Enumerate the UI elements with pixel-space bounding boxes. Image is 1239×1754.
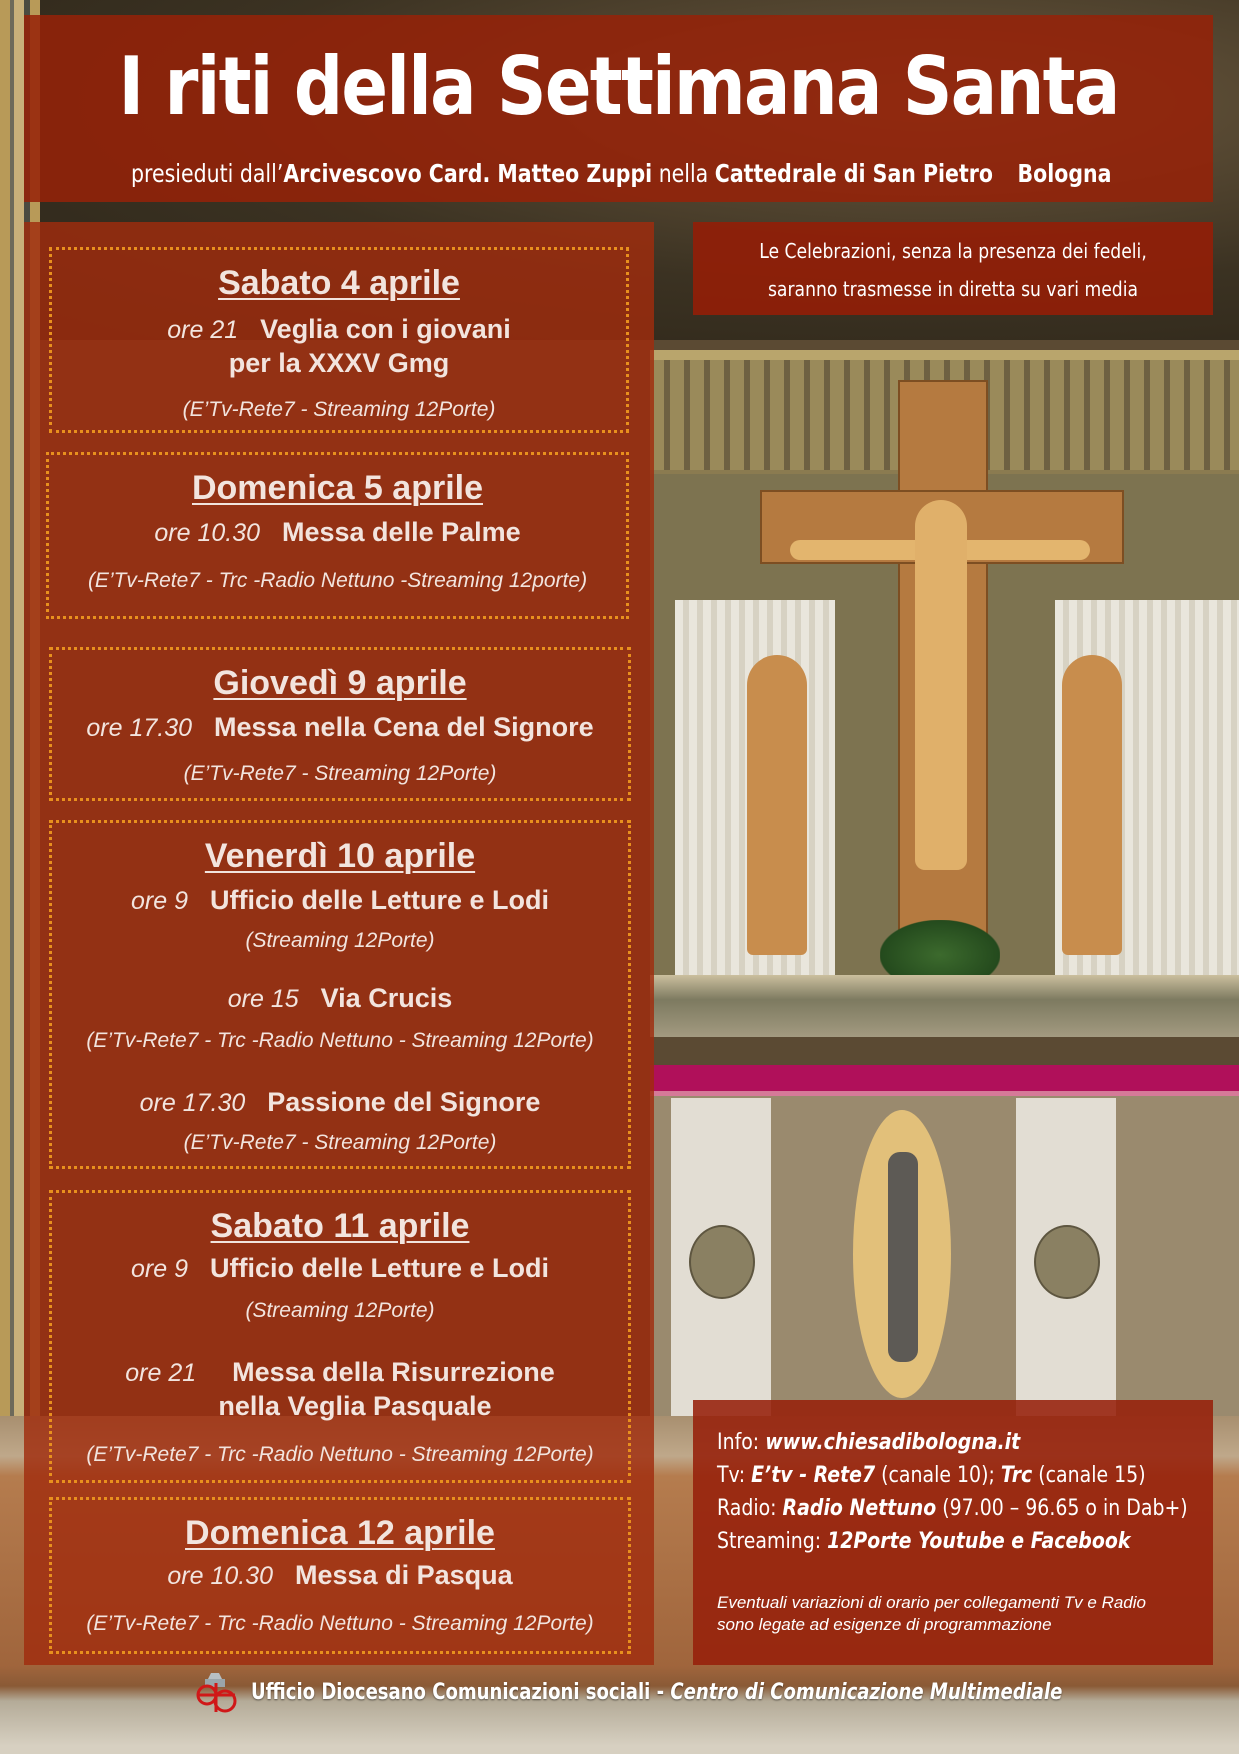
event-media: (E’Tv-Rete7 - Streaming 12Porte)	[182, 398, 496, 421]
schedule-disclaimer: Eventuali variazioni di orario per collegamenti Tv e Radio sono legate ad esigenze di programmazione	[717, 1593, 1146, 1634]
subtitle-celebrant: Arcivescovo Card. Matteo Zuppi	[283, 159, 653, 188]
event-title: Messa nella Cena del Signore	[214, 712, 594, 742]
event-media: (E’Tv-Rete7 - Trc -Radio Nettuno -Streaming 12porte)	[87, 569, 588, 592]
event-time: ore 9	[130, 1255, 188, 1283]
event-media: (E’Tv-Rete7 - Trc -Radio Nettuno - Streaming 12Porte)	[86, 1029, 594, 1052]
event-date: Domenica 12 aprile	[185, 1514, 495, 1552]
statue-mary	[747, 655, 807, 955]
page-subtitle	[131, 159, 1112, 188]
event-date: Venerdì 10 aprile	[204, 837, 476, 875]
event-title: Passione del Signore	[267, 1087, 541, 1117]
event-title: Ufficio delle Letture e Lodi	[209, 885, 549, 915]
event-box-domenica-12	[49, 1497, 631, 1654]
info-panel	[693, 1400, 1213, 1665]
footer	[195, 1672, 1239, 1712]
event-media: (Streaming 12Porte)	[245, 1299, 435, 1322]
event-title: Messa delle Palme	[282, 517, 521, 547]
event-title: Messa della Risurrezione	[232, 1357, 555, 1387]
website-link[interactable]: www.chiesadibologna.it	[765, 1430, 1021, 1455]
marble-ledge	[650, 975, 1239, 1037]
event-box-giovedi-9	[49, 647, 631, 801]
event-title: Messa di Pasqua	[295, 1560, 513, 1590]
altar-medallion	[689, 1225, 755, 1299]
title-banner	[24, 15, 1213, 202]
altar-saint-relief	[888, 1152, 918, 1362]
subtitle-middle: nella	[652, 159, 715, 188]
event-box-sabato-4	[49, 247, 629, 433]
event-box-sabato-11	[49, 1190, 631, 1483]
event-media: (E’Tv-Rete7 - Streaming 12Porte)	[183, 1131, 497, 1154]
streaming-channels: 12Porte Youtube e Facebook	[827, 1529, 1131, 1554]
event-title: Via Crucis	[320, 983, 453, 1013]
event-date: Domenica 5 aprile	[191, 469, 483, 507]
info-website-line: Info: www.chiesadibologna.it	[717, 1430, 1021, 1455]
event-box-venerdi-10	[49, 820, 631, 1169]
event-media: (E’Tv-Rete7 - Streaming 12Porte)	[183, 762, 497, 785]
page-title: I riti della Settimana Santa	[118, 40, 1119, 133]
broadcast-notice	[693, 222, 1213, 315]
crucifix-figure	[915, 500, 967, 870]
event-title-line2: nella Veglia Pasquale	[218, 1391, 492, 1421]
event-time: ore 10.30	[167, 1562, 274, 1590]
radio-station: Radio Nettuno	[782, 1496, 937, 1521]
subtitle-city: Bologna	[1017, 159, 1112, 188]
info-radio-line: Radio: Radio Nettuno (97.00 – 96.65 o in Dab+)	[717, 1496, 1188, 1521]
tv-channel-trc: Trc	[1000, 1463, 1033, 1488]
info-streaming-line: Streaming: 12Porte Youtube e Facebook	[717, 1529, 1131, 1554]
event-time: ore 21	[125, 1359, 197, 1387]
event-date: Sabato 4 aprile	[218, 264, 460, 302]
event-date: Sabato 11 aprile	[210, 1207, 470, 1245]
event-time: ore 9	[130, 887, 188, 915]
notice-line-2: saranno trasmesse in diretta su vari media	[767, 277, 1139, 301]
event-time: ore 17.30	[86, 714, 192, 742]
event-media: (E’Tv-Rete7 - Trc -Radio Nettuno - Streaming 12Porte)	[86, 1612, 594, 1635]
event-title: Ufficio delle Letture e Lodi	[209, 1253, 549, 1283]
event-time: ore 17.30	[139, 1089, 246, 1117]
tv-channel-etv: E’tv - Rete7	[751, 1463, 876, 1488]
event-time: ore 15	[227, 985, 299, 1013]
subtitle-prefix: presieduti dall’	[131, 159, 284, 188]
subtitle-place: Cattedrale di San Pietro	[714, 159, 993, 188]
diocese-logo-icon	[195, 1671, 239, 1713]
footer-credit: Ufficio Diocesano Comunicazioni sociali - Centro di Comunicazione Multimediale	[251, 1679, 1063, 1705]
event-title-line2: per la XXXV Gmg	[228, 348, 450, 378]
statue-john	[1062, 655, 1122, 955]
altar-cloth	[650, 1065, 1239, 1096]
info-tv-line: Tv: E’tv - Rete7 (canale 10); Trc (canale 15)	[717, 1463, 1146, 1488]
event-date: Giovedì 9 aprile	[213, 664, 467, 702]
event-time: ore 21	[167, 316, 239, 344]
event-media: (Streaming 12Porte)	[245, 929, 435, 952]
event-media: (E’Tv-Rete7 - Trc -Radio Nettuno - Streaming 12Porte)	[86, 1443, 594, 1466]
event-box-domenica-5	[46, 452, 629, 619]
altar-medallion	[1034, 1225, 1100, 1299]
event-title: Veglia con i giovani	[260, 314, 511, 344]
notice-line-1: Le Celebrazioni, senza la presenza dei fedeli,	[759, 239, 1147, 263]
event-time: ore 10.30	[154, 519, 260, 547]
